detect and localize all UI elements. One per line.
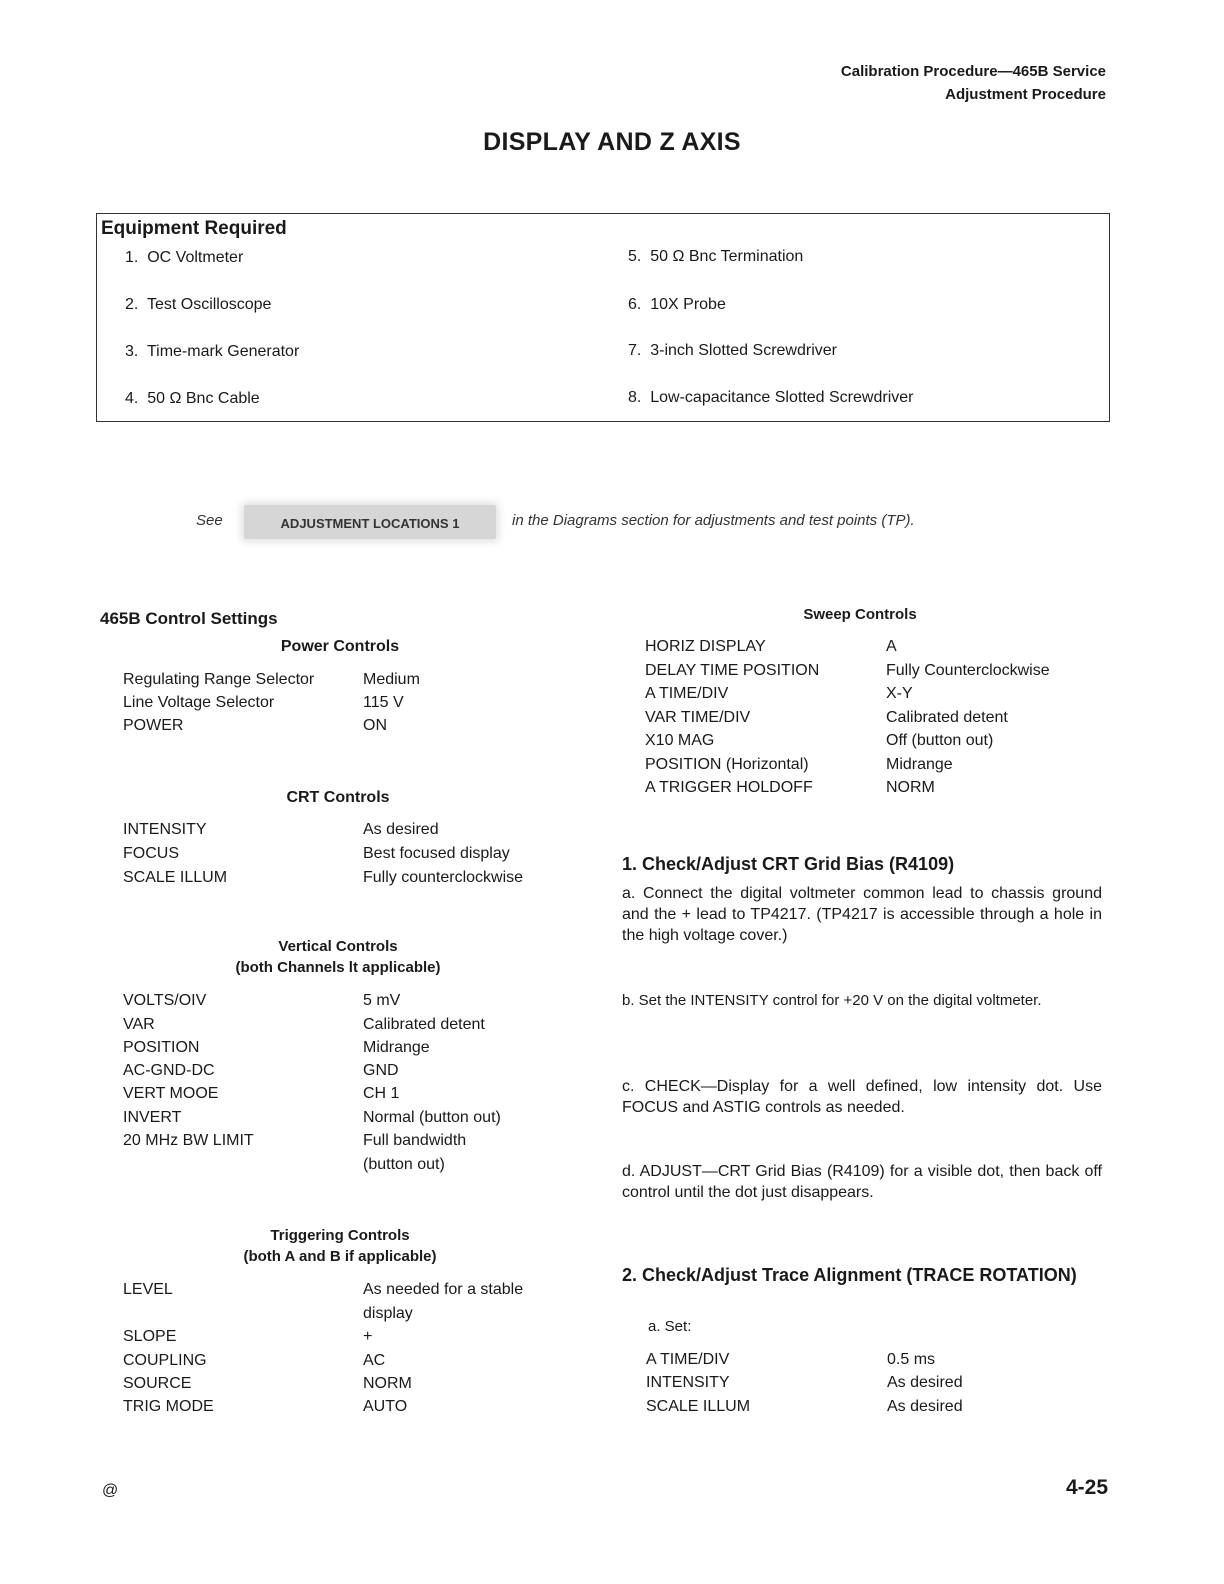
setting-value: ON	[363, 717, 387, 734]
setting-value: GND	[363, 1062, 399, 1079]
setting-value: As needed for a stable	[363, 1281, 524, 1298]
setting-value: Fully Counterclockwise	[886, 662, 1050, 679]
equipment-item-number: 7.	[628, 342, 642, 359]
setting-name: INVERT	[123, 1109, 182, 1126]
equipment-item-label: Time-mark Generator	[146, 343, 300, 360]
setting-value: AUTO	[363, 1398, 408, 1415]
crt-controls-heading: CRT Controls	[286, 789, 390, 806]
setting-name: Line Voltage Selector	[123, 694, 275, 711]
running-header-line1: Calibration Procedure—465B Service	[840, 63, 1106, 80]
setting-value: Midrange	[363, 1039, 430, 1056]
footer-mark: @	[102, 1482, 119, 1499]
setting-value: Medium	[363, 671, 420, 688]
step1-paragraph-c: c. CHECK—Display for a well defined, low intensity dot. Use FOCUS and ASTIG controls as needed.	[622, 1078, 1102, 1116]
equipment-item	[125, 343, 299, 361]
setting-name: VAR TIME/DIV	[645, 709, 751, 726]
setting-name: INTENSITY	[123, 821, 207, 838]
setting-name: Regulating Range Selector	[123, 671, 315, 688]
equipment-item-label: OC Voltmeter	[147, 249, 244, 266]
setting-name: POSITION	[123, 1039, 200, 1056]
step1-paragraph-d: d. ADJUST—CRT Grid Bias (R4109) for a visible dot, then back off control until the dot just disappears.	[622, 1163, 1102, 1201]
see-note-suffix: in the Diagrams section for adjustments and test points (TP).	[512, 512, 915, 529]
page-number: 4-25	[1065, 1476, 1108, 1499]
setting-name: POSITION (Horizontal)	[645, 756, 809, 773]
setting-name: 20 MHz BW LIMIT	[123, 1132, 254, 1149]
setting-value: 115 V	[363, 694, 404, 711]
setting-value: 0.5 ms	[887, 1351, 936, 1368]
equipment-required-box	[96, 213, 1110, 422]
setting-value: Best focused display	[363, 845, 510, 862]
setting-name: LEVEL	[123, 1281, 173, 1298]
equipment-item	[628, 389, 913, 407]
setting-name: FOCUS	[123, 845, 179, 862]
setting-value: As desired	[887, 1374, 963, 1391]
equipment-item-number: 2.	[125, 296, 139, 313]
equipment-item-label: 50 Ω Bnc Termination	[650, 248, 804, 265]
equipment-item-number: 8.	[628, 389, 642, 406]
setting-name: VERT MOOE	[123, 1085, 219, 1102]
setting-name: X10 MAG	[645, 732, 715, 749]
equipment-item-number: 3.	[125, 343, 139, 360]
setting-name: VAR	[123, 1016, 155, 1033]
triggering-controls-heading: Triggering Controls	[270, 1227, 410, 1244]
setting-value: Calibrated detent	[363, 1016, 485, 1033]
setting-value: X-Y	[886, 685, 913, 702]
equipment-item-label: Test Oscilloscope	[146, 296, 272, 313]
setting-value: NORM	[363, 1375, 412, 1392]
setting-value: Midrange	[886, 756, 953, 773]
setting-value: Fully counterclockwise	[363, 869, 524, 886]
equipment-item	[125, 249, 243, 267]
equipment-item-label: 10X Probe	[650, 296, 726, 313]
setting-name: INTENSITY	[646, 1374, 730, 1391]
setting-name: SLOPE	[123, 1328, 177, 1345]
step1-paragraph-a: a. Connect the digital voltmeter common lead to chassis ground and the + lead to TP4217. (TP4217 is accessible through a hole in the high voltage cover.)	[622, 885, 1102, 944]
setting-name: COUPLING	[123, 1352, 207, 1369]
setting-value: +	[363, 1328, 373, 1345]
setting-value: Normal (button out)	[363, 1109, 501, 1126]
sweep-controls-heading: Sweep Controls	[803, 606, 917, 623]
setting-value: (button out)	[363, 1156, 445, 1173]
equipment-item-label: Low-capacitance Slotted Screwdriver	[650, 389, 914, 406]
running-header-line2: Adjustment Procedure	[945, 86, 1106, 103]
setting-value: AC	[363, 1352, 386, 1369]
page-title: DISPLAY AND Z AXIS	[483, 128, 741, 156]
setting-name: SOURCE	[123, 1375, 192, 1392]
equipment-item-number: 4.	[125, 390, 139, 407]
power-controls-heading: Power Controls	[280, 638, 400, 655]
setting-name: SCALE ILLUM	[123, 869, 228, 886]
setting-value: display	[363, 1305, 413, 1322]
setting-value: As desired	[887, 1398, 963, 1415]
setting-value: As desired	[363, 821, 439, 838]
see-note-prefix: See	[196, 512, 223, 529]
vertical-controls-heading: Vertical Controls	[278, 938, 398, 955]
equipment-item-number: 5.	[628, 248, 642, 265]
equipment-item-number: 1.	[125, 249, 139, 266]
setting-name: VOLTS/OIV	[123, 992, 207, 1009]
setting-value: NORM	[886, 779, 935, 796]
equipment-item	[628, 248, 803, 266]
setting-name: SCALE ILLUM	[646, 1398, 751, 1415]
setting-name: AC-GND-DC	[123, 1062, 215, 1079]
equipment-item	[628, 296, 726, 314]
equipment-item	[125, 390, 260, 408]
step1-paragraph-b: b. Set the INTENSITY control for +20 V on the digital voltmeter.	[622, 992, 1042, 1009]
vertical-controls-subheading: (both Channels lt applicable)	[235, 959, 441, 976]
setting-value: CH 1	[363, 1085, 400, 1102]
setting-name: A TIME/DIV	[646, 1351, 730, 1368]
setting-name: A TIME/DIV	[645, 685, 729, 702]
setting-value: Off (button out)	[886, 732, 994, 749]
adjustment-locations-badge: ADJUSTMENT LOCATIONS 1	[244, 505, 496, 539]
step2-paragraph-a: a. Set:	[648, 1318, 692, 1335]
setting-name: POWER	[123, 717, 184, 734]
equipment-item-number: 6.	[628, 296, 642, 313]
setting-name: HORIZ DISPLAY	[645, 638, 766, 655]
control-settings-title: 465B Control Settings	[100, 609, 278, 628]
equipment-item	[628, 342, 837, 360]
equipment-item-label: 3-inch Slotted Screwdriver	[650, 342, 837, 359]
triggering-controls-subheading: (both A and B if applicable)	[243, 1248, 437, 1265]
setting-value: 5 mV	[363, 992, 401, 1009]
setting-value: Calibrated detent	[886, 709, 1008, 726]
setting-value: A	[886, 638, 897, 655]
equipment-item-label: 50 Ω Bnc Cable	[147, 390, 260, 407]
equipment-heading: Equipment Required	[101, 218, 287, 239]
step1-title: 1. Check/Adjust CRT Grid Bias (R4109)	[622, 854, 955, 874]
setting-name: DELAY TIME POSITION	[645, 662, 820, 679]
step2-title: 2. Check/Adjust Trace Alignment (TRACE ROTATION)	[622, 1265, 1077, 1285]
setting-name: A TRIGGER HOLDOFF	[645, 779, 813, 796]
setting-name: TRIG MODE	[123, 1398, 214, 1415]
equipment-item	[125, 296, 271, 314]
setting-value: Full bandwidth	[363, 1132, 467, 1149]
